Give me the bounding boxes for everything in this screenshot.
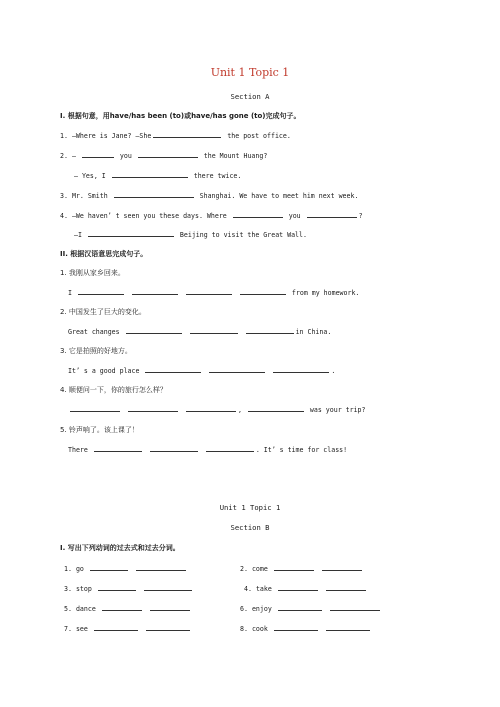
p2-q1-chinese: 我刚从家乡回来。 [68,269,125,277]
p2-q2-text-a: Great changes [68,328,120,336]
p2-q2-en [68,327,331,336]
answer-blank[interactable] [274,564,314,571]
p2-q4-text-c: was your trip? [309,406,366,414]
verb-num: 4. [244,585,252,593]
p2-q1-text-a: I [68,289,72,297]
answer-blank[interactable] [112,171,188,178]
answer-blank[interactable] [153,131,221,138]
answer-blank[interactable] [246,327,294,334]
p1-q4 [60,211,363,220]
answer-blank[interactable] [70,405,120,412]
p2-q3-num: 3. [60,347,67,355]
p2-q5-en [68,445,347,454]
verb-item-7 [64,624,192,633]
verb-item-5 [64,604,192,613]
unit-title-a: Unit 1 Topic 1 [210,66,290,79]
p2-q4-en [68,405,366,414]
p1-q3 [60,191,358,200]
p1-q4b-text-b: Beijing to visit the Great Wall. [179,231,307,239]
part2-heading: II. 根据汉语意思完成句子。 [60,250,148,258]
answer-blank[interactable] [307,211,357,218]
verb-num: 7. [64,625,72,633]
answer-blank[interactable] [190,327,238,334]
unit-title-b: Unit 1 Topic 1 [219,503,281,512]
p2-q2-num: 2. [60,308,67,316]
p2-q3-cn [60,346,132,356]
p1-q3-num: 3. [60,192,68,200]
verb-item-3 [64,584,194,593]
answer-blank[interactable] [102,604,142,611]
verb-num: 6. [240,605,248,613]
p1-q4-text-c: ? [358,212,363,220]
answer-blank[interactable] [278,584,318,591]
p1-q1-text-b: the post office. [227,132,291,140]
answer-blank[interactable] [322,564,362,571]
answer-blank[interactable] [145,366,201,373]
section-a-label: Section A [230,92,270,101]
p2-q4-num: 4. [60,386,67,394]
answer-blank[interactable] [90,564,128,571]
answer-blank[interactable] [326,624,370,631]
answer-blank[interactable] [94,445,142,452]
answer-blank[interactable] [186,405,236,412]
answer-blank[interactable] [248,405,304,412]
section-b-label: Section B [230,523,270,532]
verb-item-8 [240,624,372,633]
p2-q2-text-b: in China. [295,328,332,336]
verb-word: cook [251,625,268,633]
p2-q1-num: 1. [60,269,67,277]
part3-heading: I. 写出下列动词的过去式和过去分词。 [60,544,180,552]
p2-q3-text-a: It’ s a good place [68,367,140,375]
p1-q1-num: 1. [60,132,68,140]
p1-q1-text-a: —Where is Jane? —She [71,132,152,140]
p1-q4-text-a: —We haven’ t seen you these days. Where [71,212,227,220]
verb-word: enjoy [251,605,272,613]
verb-num: 5. [64,605,72,613]
p1-q2b [74,171,241,180]
answer-blank[interactable] [330,604,380,611]
answer-blank[interactable] [273,366,329,373]
p1-q2b-text-b: there twice. [193,172,242,180]
verb-item-2 [240,564,364,573]
answer-blank[interactable] [186,288,232,295]
p1-q3-text-b: Shanghai. We have to meet him next week. [199,192,359,200]
p2-q1-cn [60,268,125,278]
answer-blank[interactable] [132,288,178,295]
answer-blank[interactable] [233,211,283,218]
answer-blank[interactable] [146,624,190,631]
verb-word: take [255,585,272,593]
verb-word: come [251,565,268,573]
p2-q4-chinese: 顺便问一下，你的旅行怎么样？ [68,386,167,394]
p2-q2-chinese: 中国发生了巨大的变化。 [68,308,146,316]
answer-blank[interactable] [274,624,318,631]
p2-q3-en [68,366,335,375]
answer-blank[interactable] [98,584,136,591]
answer-blank[interactable] [138,151,198,158]
answer-blank[interactable] [209,366,265,373]
verb-num: 1. [64,565,72,573]
p2-q3-chinese: 它是拍照的好地方。 [68,347,132,355]
p2-q2-cn [60,307,146,317]
verb-word: stop [75,585,92,593]
answer-blank[interactable] [82,151,114,158]
answer-blank[interactable] [88,230,174,237]
p1-q4-num: 4. [60,212,68,220]
verb-word: dance [75,605,96,613]
p1-q2b-text-a: — Yes, I [74,172,106,180]
answer-blank[interactable] [94,624,138,631]
p1-q4-text-b: you [288,212,301,220]
verb-num: 2. [240,565,248,573]
answer-blank[interactable] [114,191,194,198]
p2-q4-text-b: , [237,406,242,414]
p1-q3-text-a: Mr. Smith [71,192,108,200]
answer-blank[interactable] [128,405,178,412]
p1-q2-num: 2. [60,152,68,160]
p1-q2-text-b: you [119,152,132,160]
p1-q2-text-c: the Mount Huang? [203,152,268,160]
p2-q5-cn [60,425,139,435]
verb-word: see [75,625,88,633]
answer-blank[interactable] [150,604,190,611]
p2-q5-num: 5. [60,426,67,434]
p2-q5-text-b: . It’ s time for class! [255,446,348,454]
p2-q5-chinese: 铃声响了。该上课了！ [68,426,139,434]
verb-num: 3. [64,585,72,593]
answer-blank[interactable] [206,445,254,452]
verb-item-6 [240,604,382,613]
p2-q1-text-b: from my homework. [291,289,360,297]
p2-q3-text-b: . [331,367,336,375]
answer-blank[interactable] [126,327,182,334]
answer-blank[interactable] [150,445,198,452]
p2-q5-text-a: There [68,446,88,454]
answer-blank[interactable] [326,584,366,591]
p1-q2-text-a: — [71,152,76,160]
answer-blank[interactable] [240,288,286,295]
verb-item-4 [244,584,368,593]
p2-q1-en [68,288,359,297]
verb-num: 8. [240,625,248,633]
p2-q4-cn [60,385,167,395]
answer-blank[interactable] [144,584,192,591]
p1-q1 [60,131,291,140]
answer-blank[interactable] [278,604,322,611]
p1-q2 [60,151,267,160]
p1-q4b [74,230,307,239]
answer-blank[interactable] [78,288,124,295]
verb-word: go [75,565,84,573]
part1-heading: I. 根据句意，用have/has been (to)或have/has gone (to)完成句子。 [60,112,301,120]
answer-blank[interactable] [136,564,186,571]
p1-q4b-text-a: —I [74,231,82,239]
verb-item-1 [64,564,188,573]
